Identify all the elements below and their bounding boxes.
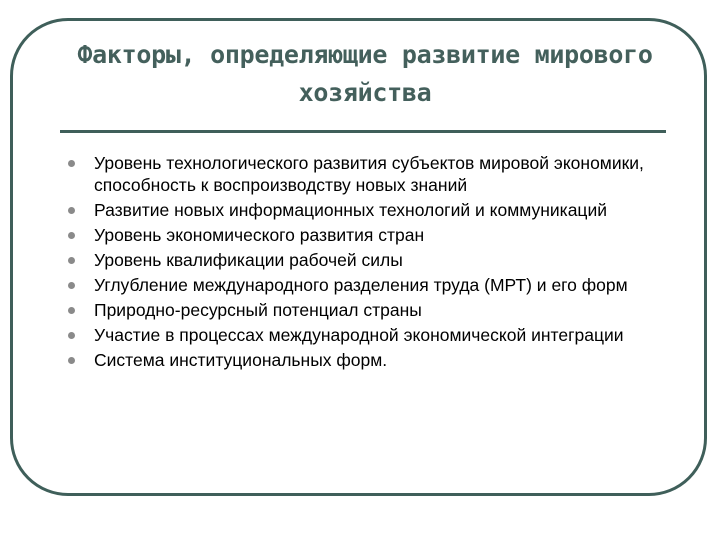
bullet-icon — [68, 207, 75, 214]
list-item-text: Природно-ресурсный потенциал страны — [94, 300, 422, 320]
slide-title: Факторы, определяющие развитие мирового хозяйства — [77, 40, 653, 107]
list-item-text: Развитие новых информационных технологий и коммуникаций — [94, 200, 607, 220]
factor-list — [66, 152, 666, 374]
list-item-text: Уровень экономического развития стран — [94, 225, 425, 245]
list-item-text: Уровень квалификации рабочей силы — [94, 250, 403, 270]
list-item — [66, 324, 666, 346]
list-item — [66, 249, 666, 271]
bullet-icon — [68, 332, 75, 339]
list-item-text: Участие в процессах международной экономической интеграции — [94, 325, 624, 345]
bullet-icon — [68, 282, 75, 289]
list-item — [66, 274, 666, 296]
list-item — [66, 199, 666, 221]
bullet-icon — [68, 257, 75, 264]
list-item-text: Система институциональных форм. — [94, 350, 388, 370]
bullet-icon — [68, 307, 75, 314]
bullet-icon — [68, 357, 75, 364]
list-item — [66, 152, 666, 196]
list-item — [66, 349, 666, 371]
list-item-text: Уровень технологического развития субъектов мировой экономики, способность к воспроизводству новых знаний — [94, 153, 644, 195]
bullet-icon — [68, 160, 75, 167]
title-divider — [60, 130, 666, 133]
list-item — [66, 299, 666, 321]
list-item — [66, 224, 666, 246]
list-item-text: Углубление международного разделения труда (МРТ) и его форм — [94, 275, 628, 295]
bullet-icon — [68, 232, 75, 239]
